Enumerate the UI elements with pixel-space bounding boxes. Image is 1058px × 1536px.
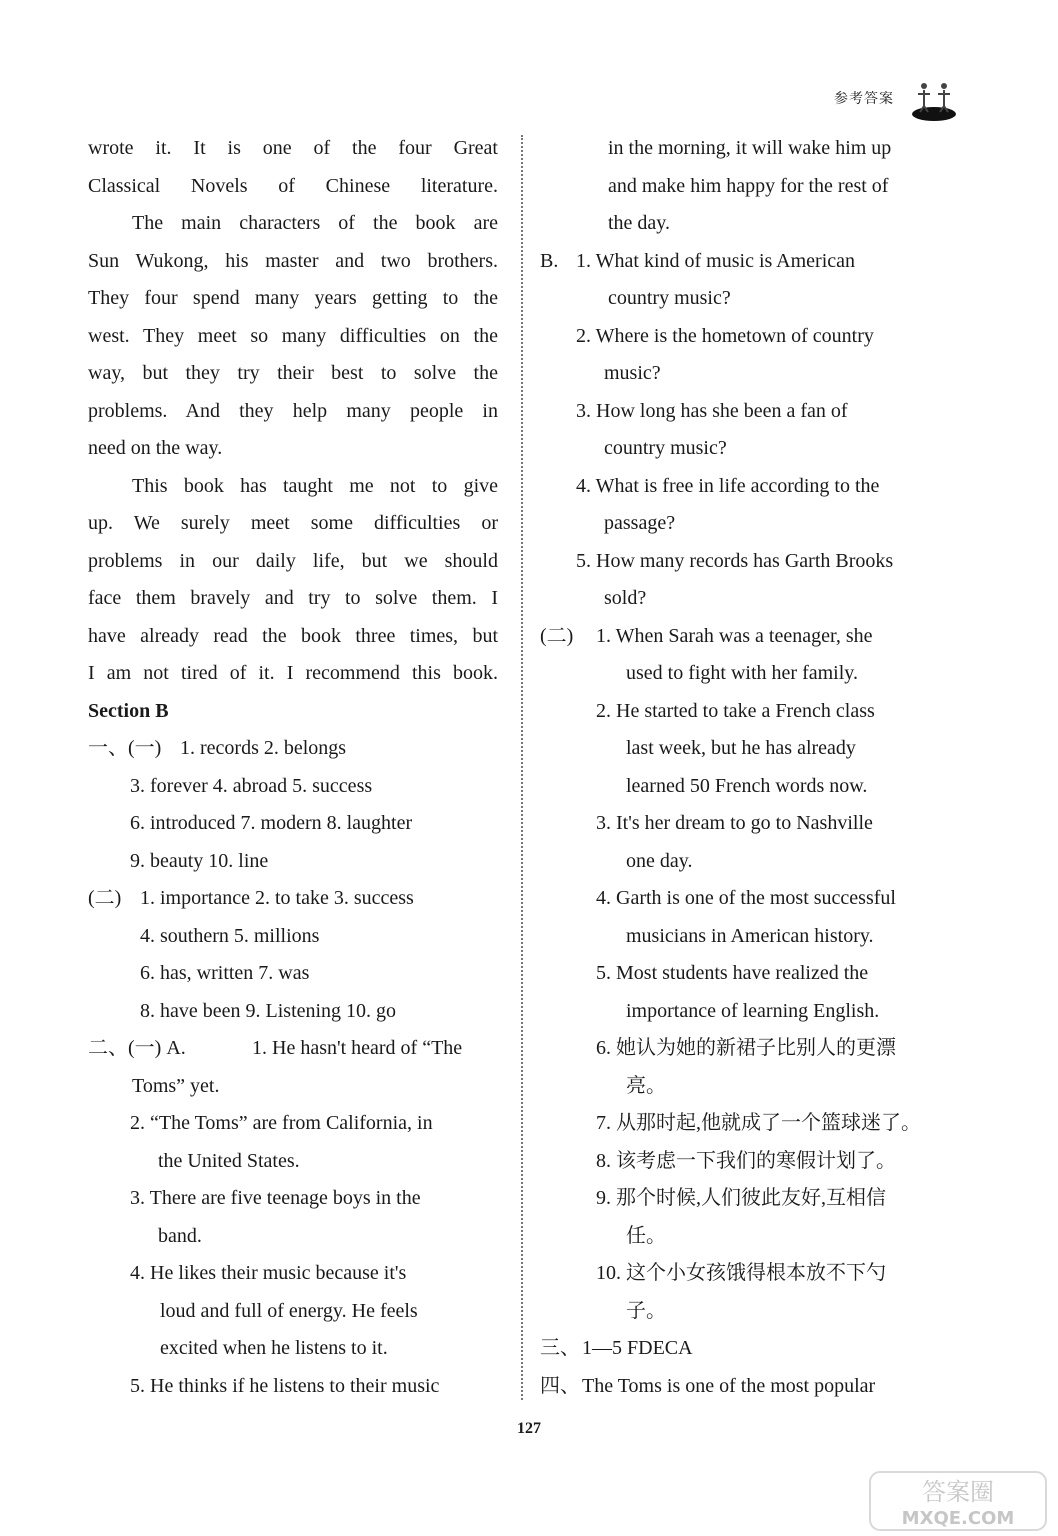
item-label: 三、 [540,1337,580,1359]
text-line: west. They meet so many difficulties on the [88,324,498,347]
answer-line: 4. southern 5. millions [140,924,320,947]
item-label: B. [540,249,559,272]
text-line: This book has taught me not to give [132,474,498,497]
answer-line: 子。 [626,1299,666,1322]
answer-line: country music? [608,287,731,309]
answer-line: 2. “The Toms” are from California, in [130,1112,433,1134]
column-divider [521,135,523,1400]
answer-line: loud and full of energy. He feels [160,1299,418,1322]
answer-line: band. [158,1224,202,1247]
answer-line: 8. 该考虑一下我们的寒假计划了。 [596,1149,896,1172]
answer-line: musicians in American history. [626,924,874,947]
answer-line: 7. 从那时起,他就成了一个篮球迷了。 [596,1112,921,1134]
answer-line: used to fight with her family. [626,662,858,684]
text-line: up. We surely meet some difficulties or [88,512,498,534]
page-number: 127 [517,1420,541,1437]
answer-line: music? [604,362,661,384]
answer-line: learned 50 French words now. [626,774,868,797]
item-label: 二、(一) A. [88,1037,186,1059]
answer-line: (二) 1. When Sarah was a teenager, she [540,618,953,656]
answer-line: B. 1. What kind of music is American [540,243,953,281]
text-line: Classical Novels of Chinese literature. [88,174,498,197]
answer-line: one day. [626,849,693,872]
answer-line: 4. Garth is one of the most successful [596,887,896,909]
answer-line: 三、 1—5 FDECA [540,1330,953,1368]
answer-line: 6. introduced 7. modern 8. laughter [130,812,413,834]
right-column [540,130,953,1405]
text-line: way, but they try their best to solve the [88,362,498,384]
answer-line: 四、 The Toms is one of the most popular [540,1368,953,1406]
answer-line: and make him happy for the rest of [608,174,889,197]
answer-line: sold? [604,587,647,609]
answer-line: 10. 这个小女孩饿得根本放不下勺 [596,1262,886,1284]
answer-line: 9. 那个时候,人们彼此友好,互相信 [596,1187,886,1209]
answer-line: in the morning, it will wake him up [608,137,892,159]
item-label: 四、 [540,1374,580,1397]
answer-line: 5. He thinks if he listens to their music [130,1374,440,1397]
watermark-logo [868,1470,1048,1532]
answer-line: excited when he listens to it. [160,1337,388,1359]
answer-line: 5. How many records has Garth Brooks [576,549,894,572]
text-line: wrote it. It is one of the four Great [88,137,498,159]
answer-line: 亮。 [626,1074,666,1097]
watermark-url: MXQE.COM [901,1508,1015,1529]
answer-line: 2. Where is the hometown of country [576,324,874,347]
reading-figures-logo [910,76,958,124]
text-line: I am not tired of it. I recommend this book. [88,662,498,684]
text-line: have already read the book three times, but [88,624,498,647]
answer-line: 8. have been 9. Listening 10. go [140,999,397,1022]
answer-line: 3. It's her dream to go to Nashville [596,812,873,834]
answer-line: 任。 [626,1224,666,1247]
text-line: need on the way. [88,437,223,459]
answer-line: 5. Most students have realized the [596,962,869,984]
answer-line: 二、(一) A. 1. He hasn't heard of “The [88,1030,498,1068]
text-line: problems in our daily life, but we should [88,549,498,572]
answer-line: 9. beauty 10. line [130,849,269,872]
item-label: 一、(一) [88,737,162,759]
answer-line: 3. How long has she been a fan of [576,399,848,422]
header-label: 参考答案 [834,91,894,107]
answer-line: importance of learning English. [626,999,880,1022]
text-line: They four spend many years getting to the [88,287,498,309]
watermark-title: 答案圈 [922,1478,994,1506]
answer-line: country music? [604,437,727,459]
answer-line: (二) 1. importance 2. to take 3. success [88,880,498,918]
answer-line: 2. He started to take a French class [596,699,875,722]
answer-line: the day. [608,212,671,234]
answer-line: last week, but he has already [626,737,856,759]
text-line: problems. And they help many people in [88,399,498,422]
answer-line: 4. He likes their music because it's [130,1262,407,1284]
answer-line: the United States. [158,1149,300,1172]
text-line: The main characters of the book are [132,212,498,234]
answer-line: 4. What is free in life according to the [576,474,880,497]
answer-line: 6. 她认为她的新裙子比别人的更漂 [596,1037,896,1059]
answer-line: Toms” yet. [132,1074,220,1097]
answer-line: 一、(一) 1. records 2. belongs [88,730,498,768]
text-line: Sun Wukong, his master and two brothers. [88,249,498,272]
answer-line: 3. There are five teenage boys in the [130,1187,421,1209]
item-label: (二) [540,624,574,647]
answer-line: 3. forever 4. abroad 5. success [130,774,373,797]
answer-line: 6. has, written 7. was [140,962,310,984]
text-line: face them bravely and try to solve them. I [88,587,498,609]
left-column [88,130,498,1405]
answer-line: passage? [604,512,676,534]
item-label: (二) [88,887,122,909]
section-heading: Section B [88,699,169,722]
